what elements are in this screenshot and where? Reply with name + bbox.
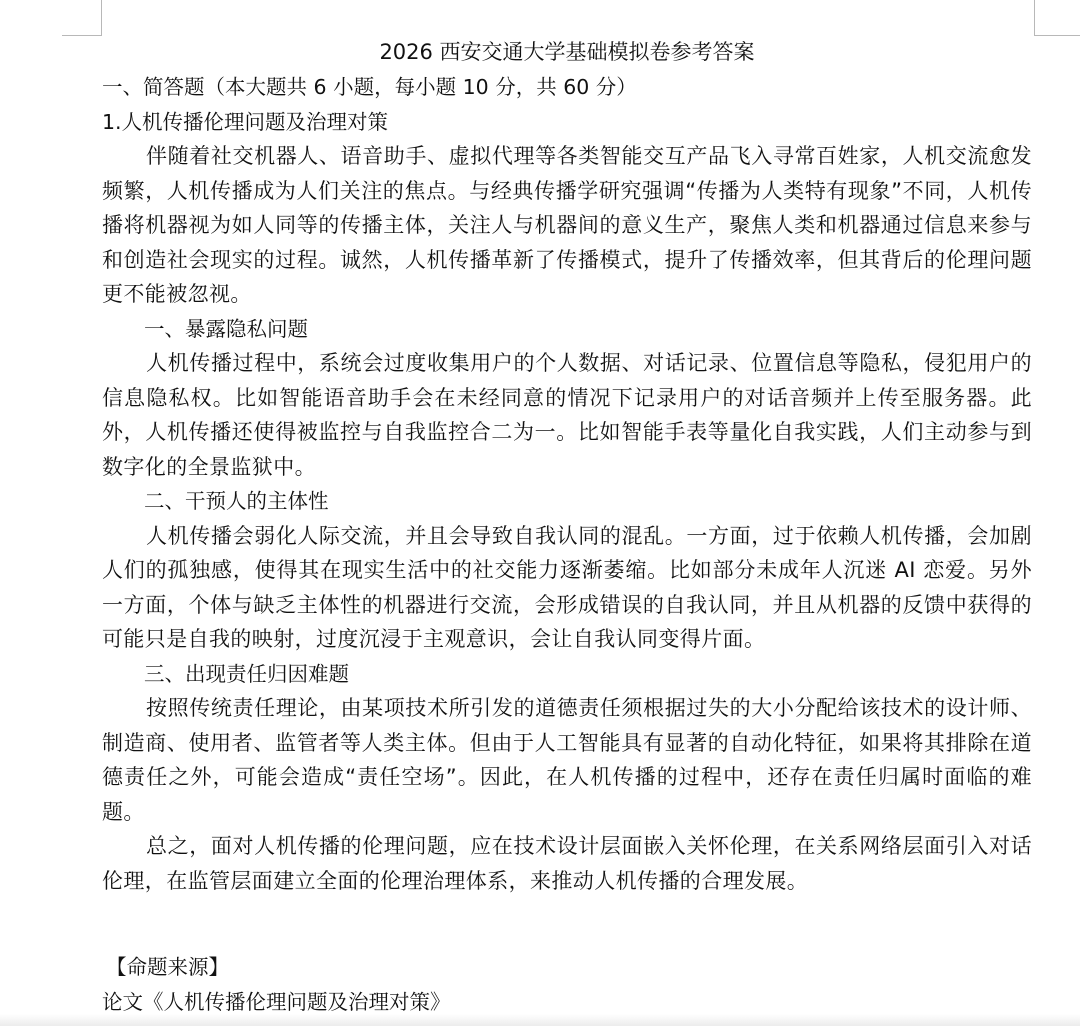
page-corner-mark (62, 35, 102, 36)
page-corner-mark (1034, 0, 1035, 36)
spacer (102, 898, 1032, 950)
conclusion-paragraph: 总之，面对人机传播的伦理问题，应在技术设计层面嵌入关怀伦理，在关系网络层面引入对话伦理，在监管层面建立全面的伦理治理体系，来推动人机传播的合理发展。 (102, 834, 1032, 893)
source-label: 【命题来源】 (106, 955, 229, 979)
point-heading-responsibility: 三、出现责任归因难题 (144, 661, 349, 686)
question-title: 1.人机传播伦理问题及治理对策 (102, 109, 389, 134)
source-text: 论文《人机传播伦理问题及治理对策》 (102, 989, 451, 1014)
point-heading-subjectivity: 二、干预人的主体性 (144, 489, 329, 513)
point-body-subjectivity: 人机传播会弱化人际交流，并且会导致自我认同的混乱。一方面，过于依赖人机传播，会加剧人们的孤独感，使得其在现实生活中的社交能力逐渐萎缩。比如部分未成年人沉迷 AI 恋爱。另外一方面，个体与缺乏主体性的机器进行交流，会形成错误的自我认同，并且从机器的反馈中获得的可能只是自我的映射，过度沉浸于主观意识，会让自我认同变得片面。 (102, 523, 1032, 651)
section-heading: 一、简答题（本大题共 6 小题，每小题 10 分，共 60 分） (102, 75, 637, 99)
point-heading-privacy: 一、暴露隐私问题 (144, 316, 308, 341)
intro-paragraph: 伴随着社交机器人、语音助手、虚拟代理等各类智能交互产品飞入寻常百姓家，人机交流愈发频繁，人机传播成为人们关注的焦点。与经典传播学研究强调“传播为人类特有现象”不同，人机传播将机器视为如人同等的传播主体，关注人与机器间的意义生产，聚焦人类和机器通过信息来参与和创造社会现实的过程。诚然，人机传播革新了传播模式，提升了传播效率，但其背后的伦理问题更不能被忽视。 (102, 144, 1032, 306)
point-body-privacy: 人机传播过程中，系统会过度收集用户的个人数据、对话记录、位置信息等隐私，侵犯用户的信息隐私权。比如智能语音助手会在未经同意的情况下记录用户的对话音频并上传至服务器。此外，人机传播还使得被监控与自我监控合二为一。比如智能手表等量化自我实践，人们主动参与到数字化的全景监狱中。 (102, 351, 1032, 479)
page-bottom-shadow (0, 1014, 1080, 1026)
page-corner-mark (101, 0, 102, 36)
document-page (102, 34, 1032, 1019)
page-corner-mark (1034, 35, 1080, 36)
point-body-responsibility: 按照传统责任理论，由某项技术所引发的道德责任须根据过失的大小分配给该技术的设计师、制造商、使用者、监管者等人类主体。但由于人工智能具有显著的自动化特征，如果将其排除在道德责任之外，可能会造成“责任空场”。因此，在人机传播的过程中，还存在责任归属时面临的难题。 (102, 696, 1032, 824)
document-title: 2026 西安交通大学基础模拟卷参考答案 (379, 40, 755, 64)
